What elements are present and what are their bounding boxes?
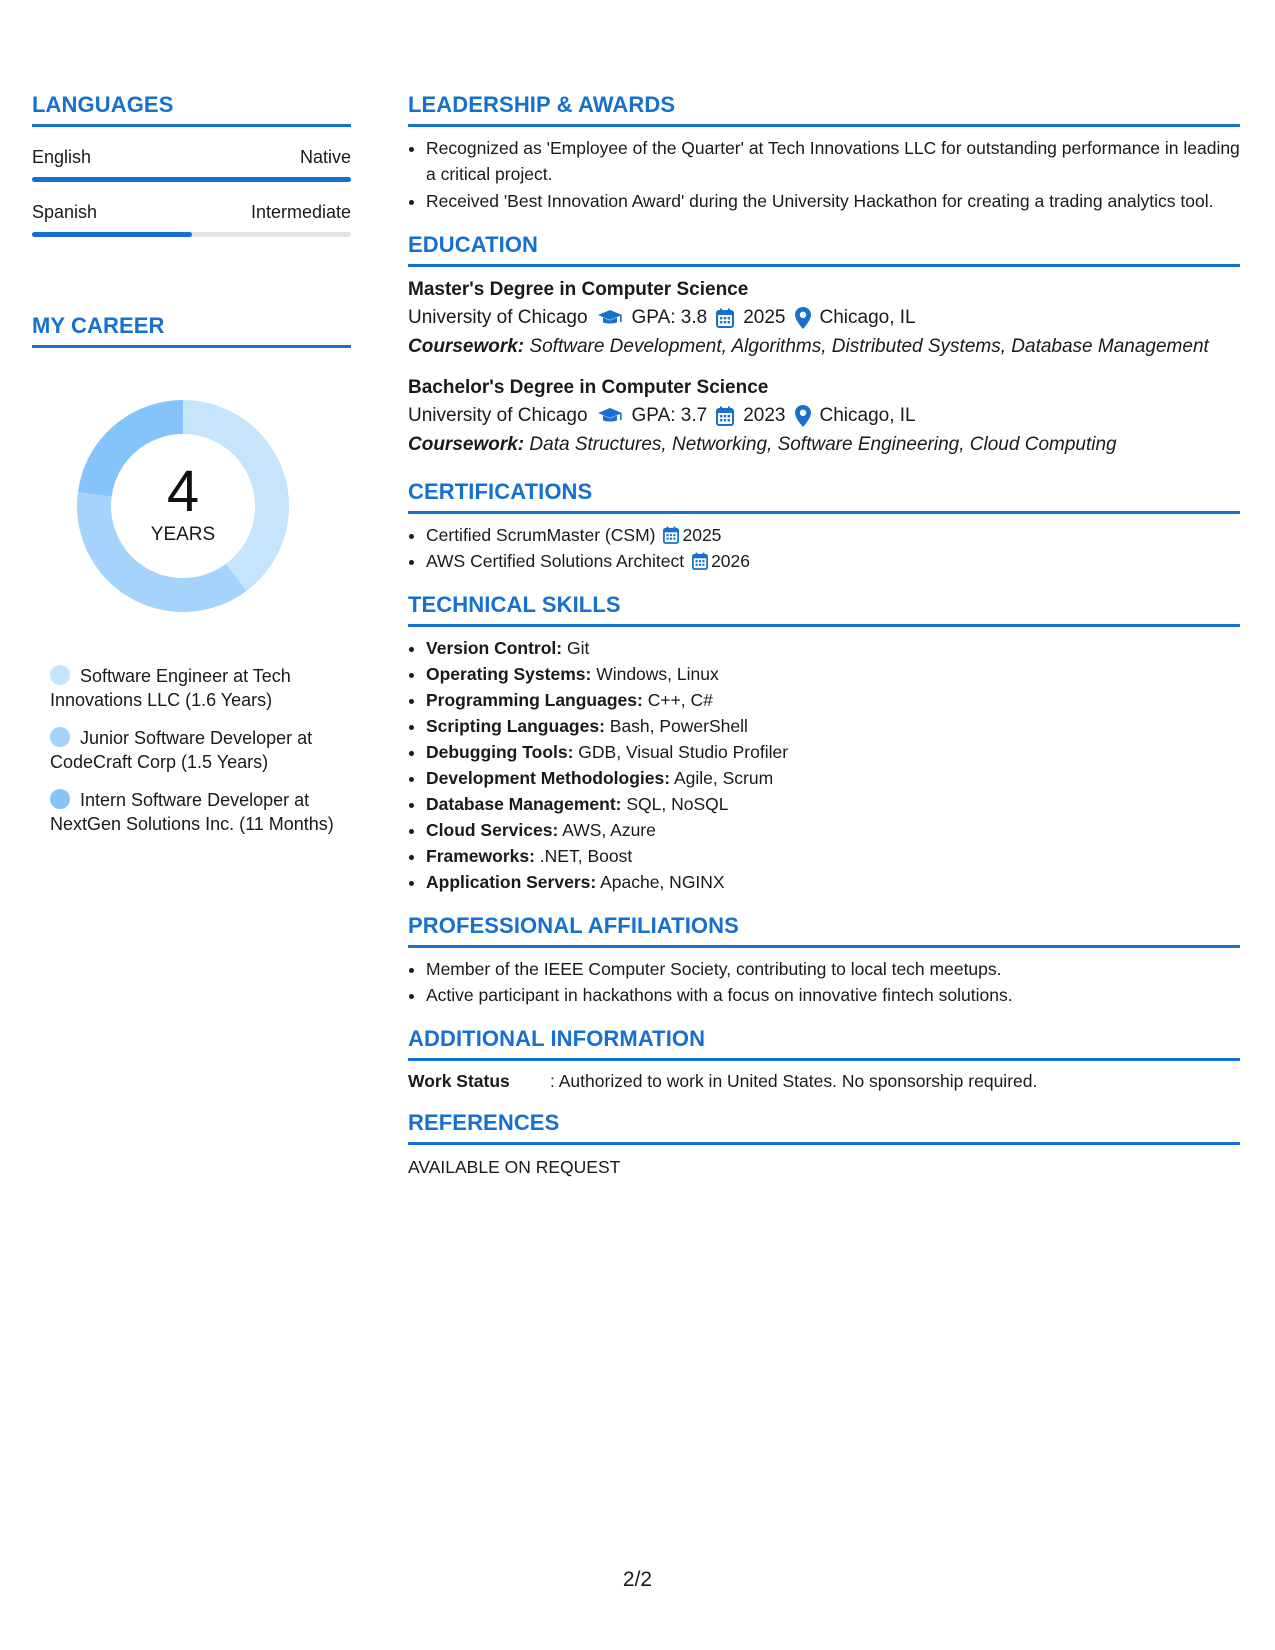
graduation-year: 2023 <box>743 405 786 426</box>
gpa: GPA: 3.7 <box>631 405 708 426</box>
school-location: Chicago, IL <box>819 307 916 328</box>
language-item <box>32 147 351 182</box>
education-entry <box>408 279 1240 359</box>
certification-name: AWS Certified Solutions Architect <box>426 551 685 571</box>
school-name: University of Chicago <box>408 307 588 328</box>
language-level: Intermediate <box>250 202 351 222</box>
skill-category: Application Servers: <box>426 872 597 892</box>
coursework-label: Coursework: <box>408 434 525 455</box>
certification-year: 2026 <box>711 551 751 571</box>
legend-label: Intern Software Developer at NextGen Solutions Inc. (11 Months) <box>50 790 334 834</box>
graduation-cap-icon <box>597 309 623 327</box>
skill-values: GDB, Visual Studio Profiler <box>573 742 789 762</box>
legend-dot <box>50 665 70 685</box>
location-pin-icon <box>795 307 811 329</box>
career-legend <box>50 664 340 836</box>
technical-skills-heading: TECHNICAL SKILLS <box>408 592 1240 627</box>
list-item <box>426 713 1240 739</box>
skill-values: Git <box>562 638 590 658</box>
skill-values: Apache, NGINX <box>596 872 725 892</box>
affiliations-heading: PROFESSIONAL AFFILIATIONS <box>408 913 1240 948</box>
list-item <box>426 817 1240 843</box>
page-number: 2/2 <box>622 1568 653 1591</box>
skill-values: Windows, Linux <box>591 664 719 684</box>
list-item <box>426 765 1240 791</box>
language-level-bar <box>32 177 351 182</box>
list-item <box>426 869 1240 895</box>
list-item <box>426 791 1240 817</box>
skill-category: Frameworks: <box>426 846 535 866</box>
work-status-value: : Authorized to work in United States. No sponsorship required. <box>550 1071 1038 1091</box>
list-item <box>426 548 1240 574</box>
certifications-list <box>408 522 1240 574</box>
graduation-cap-icon <box>597 407 623 425</box>
list-item: • Received 'Best Innovation Award' during the University Hackathon for creating a trading analytics tool. <box>426 188 1240 214</box>
skill-category: Database Management: <box>426 794 622 814</box>
language-name: English <box>32 147 92 167</box>
language-level-fill <box>32 232 192 237</box>
calendar-icon <box>663 526 679 544</box>
list-item <box>426 661 1240 687</box>
coursework <box>408 433 1240 457</box>
list-item <box>426 522 1240 548</box>
references-text: AVAILABLE ON REQUEST <box>408 1157 621 1177</box>
skill-category: Programming Languages: <box>426 690 643 710</box>
references-heading: REFERENCES <box>408 1110 1240 1145</box>
certification-year: 2025 <box>682 525 722 545</box>
list-item <box>426 687 1240 713</box>
skill-category: Development Methodologies: <box>426 768 671 788</box>
language-level: Native <box>299 147 351 167</box>
legend-dot <box>50 789 70 809</box>
skill-category: Operating Systems: <box>426 664 592 684</box>
calendar-icon <box>716 406 734 426</box>
career-heading: MY CAREER <box>32 313 351 348</box>
list-item <box>426 739 1240 765</box>
list-item <box>426 635 1240 661</box>
work-status-row <box>408 1071 1240 1092</box>
skill-category: Debugging Tools: <box>426 742 574 762</box>
language-item <box>32 202 351 237</box>
language-level-bar <box>32 232 351 237</box>
coursework-list: Software Development, Algorithms, Distributed Systems, Database Management <box>524 336 1209 357</box>
calendar-icon <box>716 308 734 328</box>
education-entry <box>408 377 1240 457</box>
list-item: • Member of the IEEE Computer Society, contributing to local tech meetups. <box>426 956 1240 982</box>
coursework-list: Data Structures, Networking, Software Engineering, Cloud Computing <box>524 434 1117 455</box>
skill-values: SQL, NoSQL <box>621 794 729 814</box>
career-legend-item <box>50 664 340 712</box>
leadership-list <box>408 135 1240 214</box>
calendar-icon <box>692 552 708 570</box>
right-column <box>408 92 1240 1178</box>
career-legend-item <box>50 788 340 836</box>
skill-category: Scripting Languages: <box>426 716 605 736</box>
legend-label: Junior Software Developer at CodeCraft Corp (1.5 Years) <box>50 728 313 772</box>
legend-dot <box>50 727 70 747</box>
career-years-unit: YEARS <box>150 524 216 545</box>
languages-heading: LANGUAGES <box>32 92 351 127</box>
degree-title: Master's Degree in Computer Science <box>408 279 749 300</box>
skill-values: AWS, Azure <box>558 820 656 840</box>
skill-values: Agile, Scrum <box>670 768 774 788</box>
language-level-fill <box>32 177 351 182</box>
skill-values: Bash, PowerShell <box>604 716 748 736</box>
graduation-year: 2025 <box>743 307 786 328</box>
career-donut-chart <box>63 386 303 626</box>
gpa: GPA: 3.8 <box>631 307 708 328</box>
skill-values: C++, C# <box>642 690 713 710</box>
career-legend-item <box>50 726 340 774</box>
certifications-heading: CERTIFICATIONS <box>408 479 1240 514</box>
language-name: Spanish <box>32 202 98 222</box>
school-location: Chicago, IL <box>819 405 916 426</box>
leadership-heading: LEADERSHIP & AWARDS <box>408 92 1240 127</box>
technical-skills-list <box>408 635 1240 895</box>
list-item: • Recognized as 'Employee of the Quarter' at Tech Innovations LLC for outstanding performance in leading a critical project. <box>426 135 1240 187</box>
donut-center-label <box>63 386 303 626</box>
list-item: • Active participant in hackathons with a focus on innovative fintech solutions. <box>426 982 1240 1008</box>
degree-title: Bachelor's Degree in Computer Science <box>408 377 769 398</box>
work-status-key: Work Status <box>408 1071 510 1091</box>
skill-values: .NET, Boost <box>534 846 633 866</box>
affiliations-list <box>408 956 1240 1008</box>
coursework <box>408 335 1240 359</box>
education-heading: EDUCATION <box>408 232 1240 267</box>
legend-label: Software Engineer at Tech Innovations LLC (1.6 Years) <box>50 666 291 710</box>
left-column <box>32 92 351 850</box>
skill-category: Version Control: <box>426 638 563 658</box>
school-name: University of Chicago <box>408 405 588 426</box>
additional-info-heading: ADDITIONAL INFORMATION <box>408 1026 1240 1061</box>
skill-category: Cloud Services: <box>426 820 559 840</box>
certification-name: Certified ScrumMaster (CSM) <box>426 525 656 545</box>
location-pin-icon <box>795 405 811 427</box>
list-item <box>426 843 1240 869</box>
coursework-label: Coursework: <box>408 336 525 357</box>
career-total-years: 4 <box>166 459 200 524</box>
